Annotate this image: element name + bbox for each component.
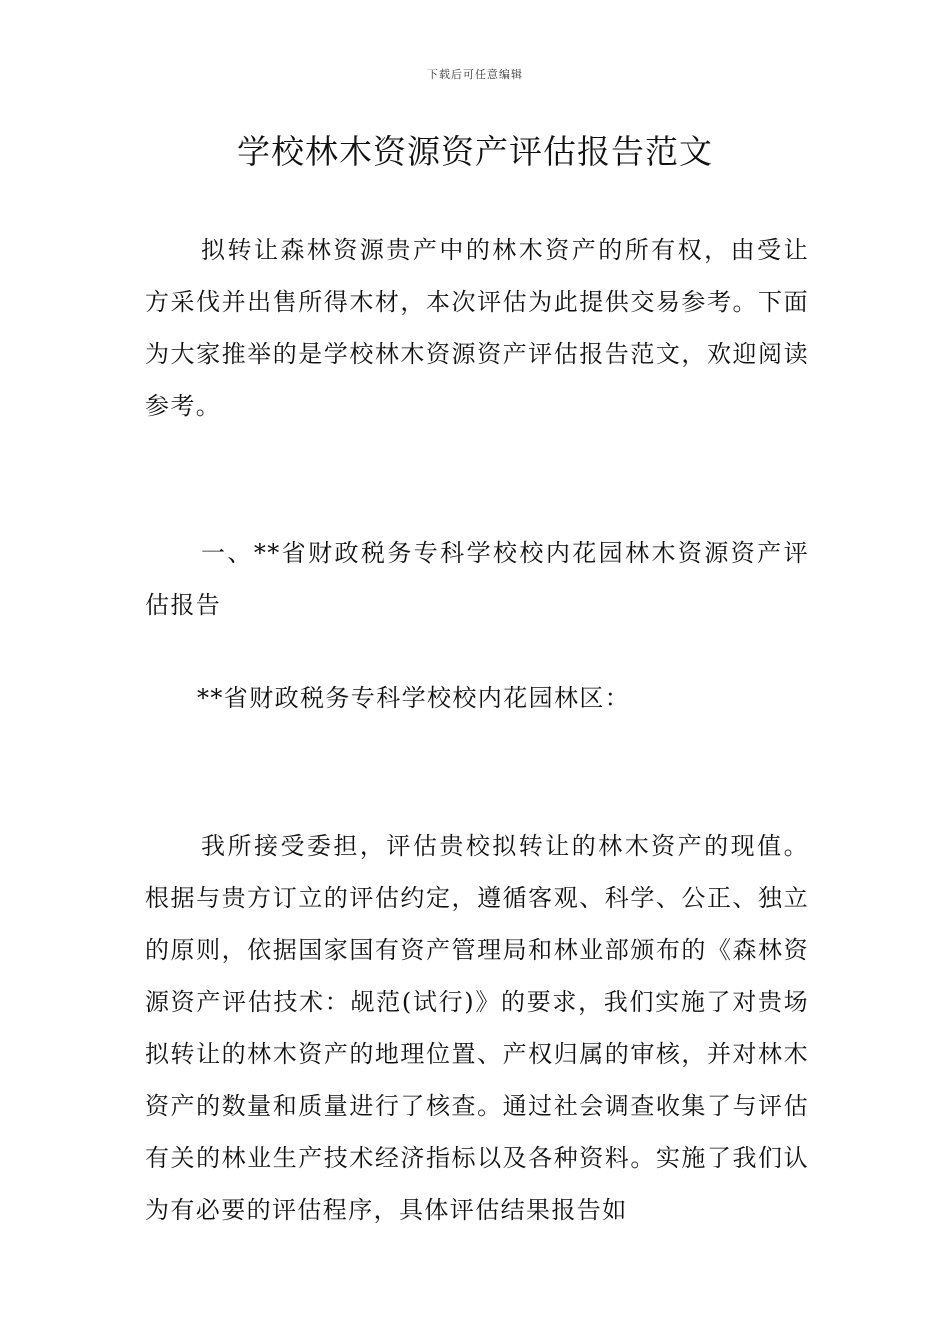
document-title: 学校林木资源资产评估报告范文	[237, 132, 713, 171]
header-note: 下载后可任意编辑	[427, 68, 523, 81]
intro-paragraph: 拟转让森林资源贵产中的林木资产的所有权，由受让方采伐并出售所得木材，本次评估为此提供交易参考。下面为大家推举的是学校林木资源资产评估报告范文，欢迎阅读参考。	[145, 236, 809, 420]
body-paragraph: 我所接受委担，评估贵校拟转让的林木资产的现值。根据与贵方订立的评估约定，遵循客观、科学、公正、独立的原则，依据国家国有资产管理局和林业部颁布的《森林资源资产评估技术：觇范(试行)》的要求，我们实施了对贵场拟转让的林木资产的地理位置、产权归属的审核，并对林木资产的数量和质量进行了核查。通过社会调查收集了与评估有关的林业生产技术经济指标以及各种资料。实施了我们认为有必要的评估程序，具体评估结果报告如	[145, 832, 809, 1224]
addressee-line: **省财政税务专科学校校内花园林区：	[197, 684, 631, 712]
section-heading: 一、**省财政税务专科学校校内花园林木资源资产评估报告	[145, 539, 809, 619]
